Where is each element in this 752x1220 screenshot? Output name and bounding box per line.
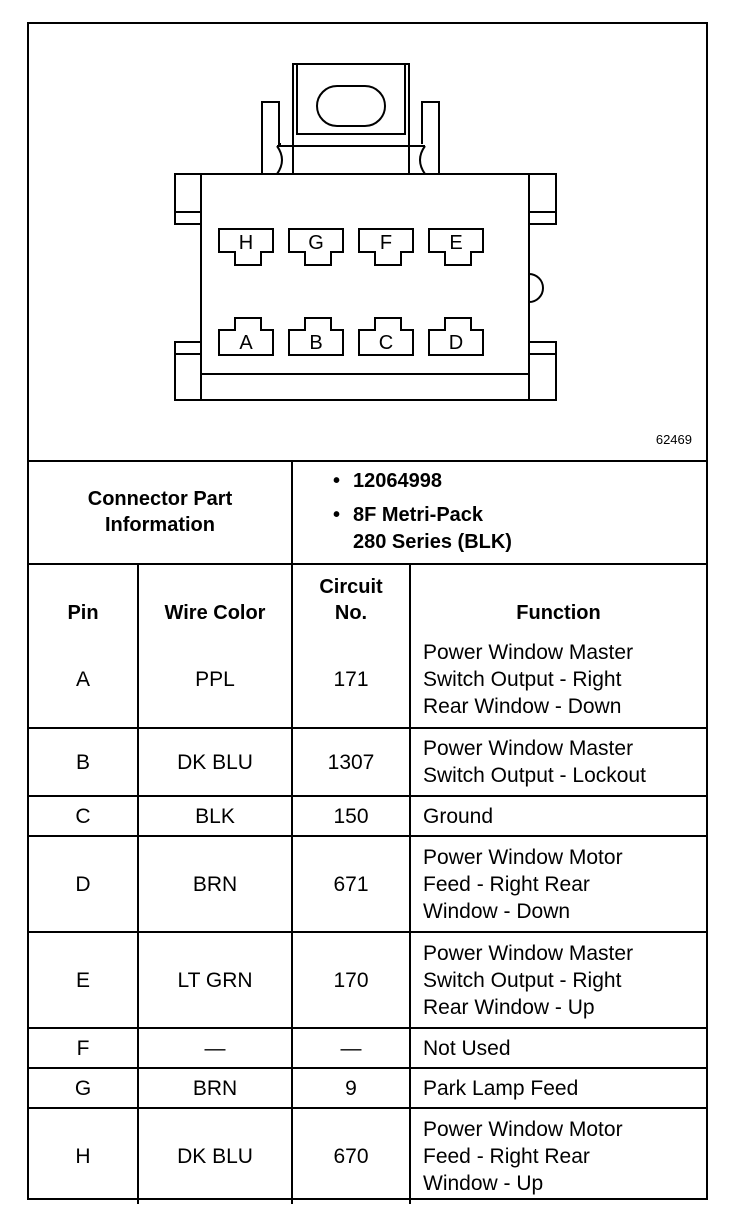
left-ear-bottom <box>175 342 201 400</box>
circuit-cell: 171 <box>292 632 410 728</box>
part-number: • 12064998 <box>353 470 442 492</box>
function-line: Power Window Motor <box>423 845 623 869</box>
table-row <box>29 932 706 1028</box>
function-line: Power Window Master <box>423 641 634 664</box>
function-line: Power Window Master <box>423 941 634 965</box>
pinout-table <box>29 460 706 1204</box>
cavity-row-top <box>219 229 483 265</box>
function-cell <box>410 932 706 1028</box>
pin-label-d: D <box>448 332 464 354</box>
part-number-item <box>333 468 706 495</box>
function-line: Rear Window - Down <box>423 695 622 718</box>
pin-cell: C <box>29 796 138 836</box>
connector-info-row <box>29 460 706 564</box>
connector-type-line1: • 8F Metri-Pack <box>353 504 484 526</box>
table-header-row <box>29 564 706 632</box>
function-cell <box>410 1108 706 1204</box>
function-line: Ground <box>423 804 494 828</box>
key-notch <box>529 274 543 302</box>
pin-cell: B <box>29 728 138 796</box>
table-row <box>29 1068 706 1108</box>
pin-label-e: E <box>449 232 463 254</box>
header-wire-color: Wire Color <box>138 564 292 632</box>
latch-window <box>317 86 385 126</box>
header-pin: Pin <box>29 564 138 632</box>
function-line: Switch Output - Right <box>423 668 622 691</box>
pin-label-c: C <box>378 332 394 354</box>
connector-face-drawing <box>29 24 706 460</box>
circuit-cell: 670 <box>292 1108 410 1204</box>
wire-color-cell: BRN <box>138 1068 292 1108</box>
function-line: Park Lamp Feed <box>423 1076 579 1100</box>
wire-color-cell: DK BLU <box>138 728 292 796</box>
function-line: Window - Down <box>423 899 571 923</box>
function-line: Not Used <box>423 1036 511 1060</box>
pin-label-a: A <box>239 332 253 354</box>
table-row <box>29 728 706 796</box>
function-cell <box>410 796 706 836</box>
circuit-cell: 1307 <box>292 728 410 796</box>
header-circuit-no <box>292 564 410 632</box>
function-line: Power Window Master <box>423 737 634 760</box>
function-line: Window - Up <box>423 1172 544 1195</box>
pinout-rows <box>29 632 706 1204</box>
header-circuit-line1: Circuit <box>319 576 383 598</box>
table-row <box>29 1108 706 1204</box>
table-row <box>29 632 706 728</box>
figure-number: 62469 <box>655 432 692 447</box>
function-line: Rear Window - Up <box>423 995 595 1019</box>
function-cell <box>410 836 706 932</box>
wire-color-cell: — <box>138 1028 292 1068</box>
wire-color-cell: PPL <box>138 632 292 728</box>
right-ear-top <box>529 174 556 224</box>
cavity-row-bottom <box>219 318 483 355</box>
latch-left <box>262 102 281 174</box>
table-row <box>29 1028 706 1068</box>
circuit-cell: 671 <box>292 836 410 932</box>
pin-cell: F <box>29 1028 138 1068</box>
circuit-cell: — <box>292 1028 410 1068</box>
right-ear-bottom <box>529 342 556 400</box>
function-line: Feed - Right Rear <box>423 1145 590 1168</box>
connector-info-label-line2: Information <box>105 513 215 536</box>
connector-sheet <box>27 22 708 1200</box>
pin-label-g: G <box>308 232 324 254</box>
left-ear-top <box>175 174 201 224</box>
connector-type-line2: 280 Series (BLK) <box>353 531 512 553</box>
function-cell <box>410 1068 706 1108</box>
wire-color-cell: DK BLU <box>138 1108 292 1204</box>
latch-body <box>293 64 409 174</box>
function-line: Power Window Motor <box>423 1118 623 1141</box>
latch-right <box>422 102 439 174</box>
connector-info-values <box>292 460 706 564</box>
circuit-cell: 170 <box>292 932 410 1028</box>
wire-color-cell: BRN <box>138 836 292 932</box>
pin-label-b: B <box>309 332 323 354</box>
connector-info-label <box>29 460 292 564</box>
function-line: Feed - Right Rear <box>423 872 590 896</box>
circuit-cell: 9 <box>292 1068 410 1108</box>
pin-cell: G <box>29 1068 138 1108</box>
pin-label-f: F <box>379 232 393 254</box>
header-circuit-line2: No. <box>334 602 368 624</box>
function-cell <box>410 728 706 796</box>
header-function: Function <box>410 564 706 632</box>
function-cell <box>410 1028 706 1068</box>
table-row <box>29 836 706 932</box>
table-row <box>29 796 706 836</box>
pin-cell: D <box>29 836 138 932</box>
function-line: Switch Output - Lockout <box>423 764 646 787</box>
wire-color-cell: BLK <box>138 796 292 836</box>
pin-cell: E <box>29 932 138 1028</box>
function-line: Switch Output - Right <box>423 968 622 992</box>
wire-color-cell: LT GRN <box>138 932 292 1028</box>
connector-housing <box>201 174 529 400</box>
pin-cell: A <box>29 632 138 728</box>
connector-type-item <box>333 502 706 556</box>
pin-cell: H <box>29 1108 138 1204</box>
pin-label-h: H <box>238 232 254 254</box>
circuit-cell: 150 <box>292 796 410 836</box>
connector-diagram <box>29 24 706 462</box>
function-cell <box>410 632 706 728</box>
connector-info-label-line1: Connector Part <box>87 487 233 510</box>
